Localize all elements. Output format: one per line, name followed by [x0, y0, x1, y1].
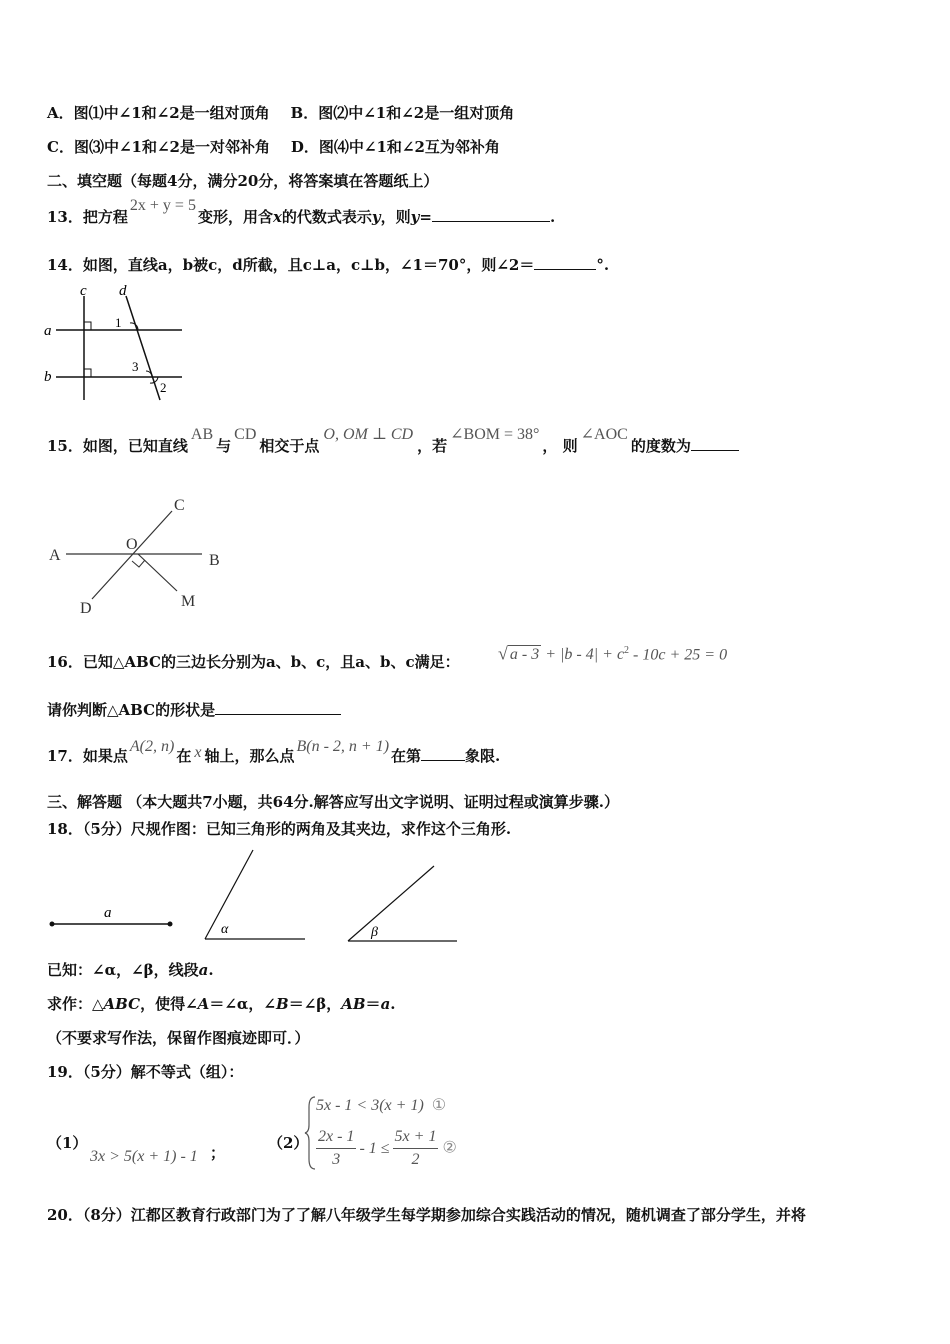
- label-A: A: [49, 547, 61, 564]
- label-segment-a: a: [104, 905, 112, 921]
- q19-frac-2-den: 2: [411, 1151, 420, 1168]
- question-20: [47, 1205, 806, 1225]
- q19-frac-2: [393, 1126, 439, 1171]
- q13-var-x: x: [272, 208, 282, 226]
- right-angle-mark-b: [84, 369, 91, 377]
- q14-number: 14．: [47, 256, 83, 274]
- q16-equation: [498, 641, 727, 665]
- q15-condition: O, OM ⊥ CD: [323, 426, 414, 443]
- line-d: [126, 296, 160, 400]
- q16-eq-radicand: a - 3: [509, 646, 540, 664]
- label-beta: β: [371, 925, 378, 940]
- q18-make-eq2: ＝∠β，: [288, 995, 342, 1013]
- q18-make-mid: ，使得∠: [140, 995, 198, 1013]
- q14-text: 如图，直线a，b被c，d所截，且c⊥a，c⊥b，∠1＝70°，则∠2＝: [82, 256, 535, 274]
- q17-t3: 轴上，那么点: [204, 747, 295, 765]
- label-alpha: α: [221, 922, 229, 937]
- option-cd-line: [47, 137, 500, 157]
- option-c-text: 图⑶中∠1和∠2是一对邻补角: [73, 138, 270, 156]
- q15-angle: ∠BOM = 38°: [450, 426, 540, 443]
- q18-given-text: 已知：∠α，∠β，线段: [47, 961, 199, 979]
- segment-a-start-dot: [50, 922, 55, 927]
- q19-part-2-label: （2）: [268, 1134, 309, 1152]
- q18-make-AB: AB: [341, 995, 366, 1013]
- q19-frac-2-num: 5x + 1: [393, 1126, 439, 1149]
- q13-mid: 变形，用含: [197, 208, 273, 226]
- q15-figure: [46, 493, 246, 618]
- segment-a-end-dot: [168, 922, 173, 927]
- option-a-label: A．: [47, 104, 74, 122]
- section-3-heading: 三、解答题 （本大题共7小题，共64分.解答应写出文字说明、证明过程或演算步骤.）: [47, 793, 619, 811]
- q14-end: °.: [596, 256, 610, 274]
- q18-text: （5分）尺规作图：已知三角形的两角及其夹边，求作这个三角形.: [82, 820, 512, 838]
- question-16: [47, 652, 460, 672]
- label-c: c: [80, 283, 87, 299]
- q17-x-axis: x: [194, 744, 202, 761]
- q14-answer-blank: [534, 255, 596, 270]
- q19-system-line-2: [316, 1126, 457, 1171]
- q13-mid2: 的代数式表示: [281, 208, 372, 226]
- q16-answer-blank: [215, 700, 341, 715]
- q17-number: 17．: [47, 747, 83, 765]
- question-13: [47, 197, 556, 228]
- question-18: [47, 819, 511, 839]
- q19-sys-1: 5x - 1 < 3(x + 1): [316, 1097, 424, 1114]
- line-cd: [92, 511, 172, 599]
- q16-question: 请你判断△ABC的形状是: [47, 701, 216, 719]
- q16-eq-b: + |b - 4| + c: [545, 646, 625, 664]
- q13-equation: 2x + y = 5: [129, 197, 196, 214]
- question-15: [47, 426, 739, 457]
- q16-eq-c: - 10c + 25 = 0: [629, 646, 728, 664]
- q19-frac-1-num: 2x - 1: [316, 1126, 356, 1149]
- q19-sys-2-mid: - 1 ≤: [359, 1139, 390, 1157]
- label-D: D: [80, 600, 92, 617]
- q19-part-1-label: （1）: [47, 1134, 88, 1152]
- q16-line-2: [47, 700, 341, 720]
- label-O: O: [126, 536, 138, 553]
- q17-answer-blank: [421, 746, 465, 761]
- q16-number: 16．: [47, 653, 83, 671]
- q13-answer-blank: [432, 207, 550, 222]
- q17-t4: 在第: [391, 747, 422, 765]
- right-angle-mark-a: [84, 322, 91, 330]
- q17-t1: 如果点: [82, 747, 128, 765]
- q18-make-abc: ABC: [103, 995, 141, 1013]
- section-2-heading: 二、填空题（每题4分，满分20分，将答案填在答题纸上）: [47, 172, 439, 190]
- q15-cd: CD: [234, 426, 257, 443]
- q16-eq-exp: 2: [624, 645, 630, 656]
- q19-frac-1-den: 3: [332, 1151, 341, 1168]
- label-1: 1: [115, 315, 122, 330]
- q13-var-y: y: [371, 208, 381, 226]
- option-ab-line: [47, 103, 514, 123]
- q18-make-eq3: ＝: [365, 995, 381, 1013]
- q19-frac-1: [316, 1126, 356, 1171]
- q16-text: 已知△ABC的三边长分别为a、b、c，且a、b、c满足：: [82, 653, 460, 671]
- q15-t3: 相交于点: [259, 437, 320, 455]
- q18-given-end: .: [208, 961, 214, 979]
- q18-note: （不要求写作法，保留作图痕迹即可．）: [47, 1029, 310, 1047]
- label-3: 3: [132, 359, 139, 374]
- q15-ab: AB: [190, 426, 214, 443]
- option-a-text: 图⑴中∠1和∠2是一组对顶角: [73, 104, 270, 122]
- q15-number: 15．: [47, 437, 83, 455]
- option-b-text: 图⑵中∠1和∠2是一组对顶角: [318, 104, 515, 122]
- label-a: a: [44, 323, 52, 339]
- q19-inequality-1: 3x > 5(x + 1) - 1: [90, 1148, 198, 1165]
- q15-answer-blank: [691, 436, 739, 451]
- q18-make: [47, 994, 396, 1014]
- q13-answer-label: y=: [410, 208, 432, 226]
- q17-t2: 在: [176, 747, 192, 765]
- q15-t2: 与: [216, 437, 232, 455]
- q14-figure: [40, 282, 200, 407]
- label-b: b: [44, 369, 52, 385]
- q18-make-pre: 求作：△: [47, 995, 104, 1013]
- q19-text: （5分）解不等式（组）：: [82, 1063, 244, 1081]
- q17-t5: 象限.: [465, 747, 501, 765]
- question-19: [47, 1062, 243, 1082]
- question-14: [47, 255, 609, 275]
- q20-text: （8分）江都区教育行政部门为了了解八年级学生每学期参加综合实践活动的情况，随机调查了部分学生，并将: [82, 1206, 806, 1224]
- option-d-label: D．: [290, 138, 319, 156]
- option-d-text: 图⑷中∠1和∠2互为邻补角: [318, 138, 500, 156]
- label-M: M: [181, 593, 196, 610]
- q15-t5: ， 则: [542, 437, 578, 455]
- option-c-label: C．: [47, 138, 74, 156]
- label-B: B: [209, 552, 220, 569]
- q17-point-a: A(2, n): [129, 738, 175, 755]
- q18-number: 18．: [47, 820, 83, 838]
- option-b-label: B．: [290, 104, 319, 122]
- q13-pre: 把方程: [82, 208, 128, 226]
- q18-figure: [44, 847, 474, 947]
- q19-system-line-1: [316, 1096, 446, 1116]
- angle-beta-side-2: [348, 866, 434, 941]
- label-C: C: [174, 497, 185, 514]
- circled-1: ①: [431, 1097, 447, 1114]
- q15-t1: 如图，已知直线: [82, 437, 188, 455]
- question-17: [47, 738, 501, 767]
- q18-given-a: a: [198, 961, 209, 979]
- q18-make-eq1: ＝∠α，∠: [209, 995, 276, 1013]
- q13-end: .: [549, 208, 556, 226]
- q15-t4: ，若: [417, 437, 448, 455]
- sqrt-radical-icon: √: [498, 643, 508, 664]
- q13-number: 13．: [47, 208, 83, 226]
- q18-make-a: a: [380, 995, 391, 1013]
- q18-make-B: B: [276, 995, 289, 1013]
- q20-number: 20．: [47, 1206, 83, 1224]
- q18-make-end: .: [390, 995, 396, 1013]
- label-d: d: [119, 283, 127, 299]
- angle-alpha-side-2: [205, 850, 253, 939]
- label-2: 2: [160, 380, 167, 395]
- q18-given: [47, 960, 214, 980]
- circled-2: ②: [442, 1139, 457, 1157]
- q15-aoc: ∠AOC: [580, 426, 628, 443]
- q15-t6: 的度数为: [630, 437, 691, 455]
- q17-point-b: B(n - 2, n + 1): [296, 738, 390, 755]
- q18-make-A: A: [197, 995, 210, 1013]
- q13-mid3: ，则: [380, 208, 411, 226]
- ray-om: [138, 554, 177, 591]
- right-angle-mark-om: [132, 560, 145, 567]
- q19-semicolon: ；: [210, 1144, 226, 1162]
- q19-number: 19．: [47, 1063, 83, 1081]
